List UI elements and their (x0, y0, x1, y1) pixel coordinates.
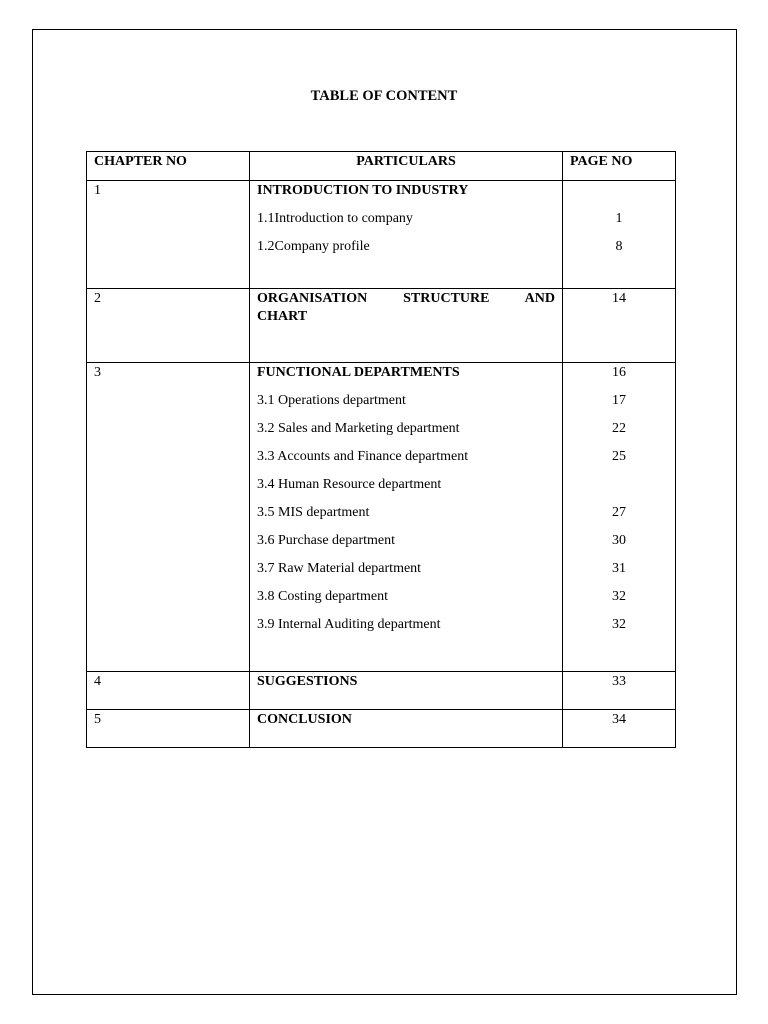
chapter-heading: FUNCTIONAL DEPARTMENTS (257, 365, 460, 380)
table-row (87, 181, 676, 289)
particulars-cell (250, 181, 563, 289)
header-particulars: PARTICULARS (250, 152, 563, 181)
table-row (87, 710, 676, 748)
page-number (570, 182, 668, 210)
toc-table (86, 151, 676, 748)
particulars-cell (250, 363, 563, 672)
page-number: 27 (612, 505, 626, 520)
page-number (570, 476, 668, 504)
chapter-heading: CONCLUSION (250, 710, 563, 748)
page-number: 14 (563, 289, 676, 363)
table-row (87, 289, 676, 363)
page-number: 32 (612, 589, 626, 604)
page-cell (563, 363, 676, 672)
page-number: 31 (612, 561, 626, 576)
table-row (87, 363, 676, 672)
chapter-number: 5 (87, 710, 250, 748)
section-item: 1.1Introduction to company (257, 211, 413, 226)
page-number: 33 (563, 672, 676, 710)
chapter-heading-cont: CHART (257, 309, 308, 324)
header-chapter: CHAPTER NO (87, 152, 250, 181)
section-item: 3.9 Internal Auditing department (257, 617, 441, 632)
page-cell (563, 181, 676, 289)
section-item: 3.4 Human Resource department (257, 477, 442, 492)
section-item: 1.2Company profile (257, 239, 370, 254)
section-item: 3.5 MIS department (257, 505, 370, 520)
page-number: 17 (612, 393, 626, 408)
page-title: TABLE OF CONTENT (310, 88, 458, 104)
chapter-number: 2 (87, 289, 250, 363)
chapter-heading: ORGANISATION STRUCTURE AND (257, 291, 555, 306)
page-number: 16 (612, 365, 626, 380)
page-number: 8 (615, 239, 623, 254)
chapter-number: 3 (87, 363, 250, 672)
chapter-number: 4 (87, 672, 250, 710)
chapter-heading: INTRODUCTION TO INDUSTRY (257, 183, 469, 198)
page-number: 32 (612, 617, 626, 632)
page-number: 25 (612, 449, 626, 464)
page-number: 34 (563, 710, 676, 748)
section-item: 3.7 Raw Material department (257, 561, 422, 576)
table-header-row (87, 152, 676, 181)
chapter-heading: SUGGESTIONS (250, 672, 563, 710)
table-row (87, 672, 676, 710)
page-number: 30 (612, 533, 626, 548)
page-number: 22 (612, 421, 626, 436)
section-item: 3.3 Accounts and Finance department (257, 449, 469, 464)
header-page: PAGE NO (563, 152, 676, 181)
page-number: 1 (615, 211, 623, 226)
section-item: 3.1 Operations department (257, 393, 406, 408)
chapter-number: 1 (87, 181, 250, 289)
section-item: 3.8 Costing department (257, 589, 389, 604)
section-item: 3.6 Purchase department (257, 533, 396, 548)
particulars-cell (250, 289, 563, 363)
section-item: 3.2 Sales and Marketing department (257, 421, 460, 436)
